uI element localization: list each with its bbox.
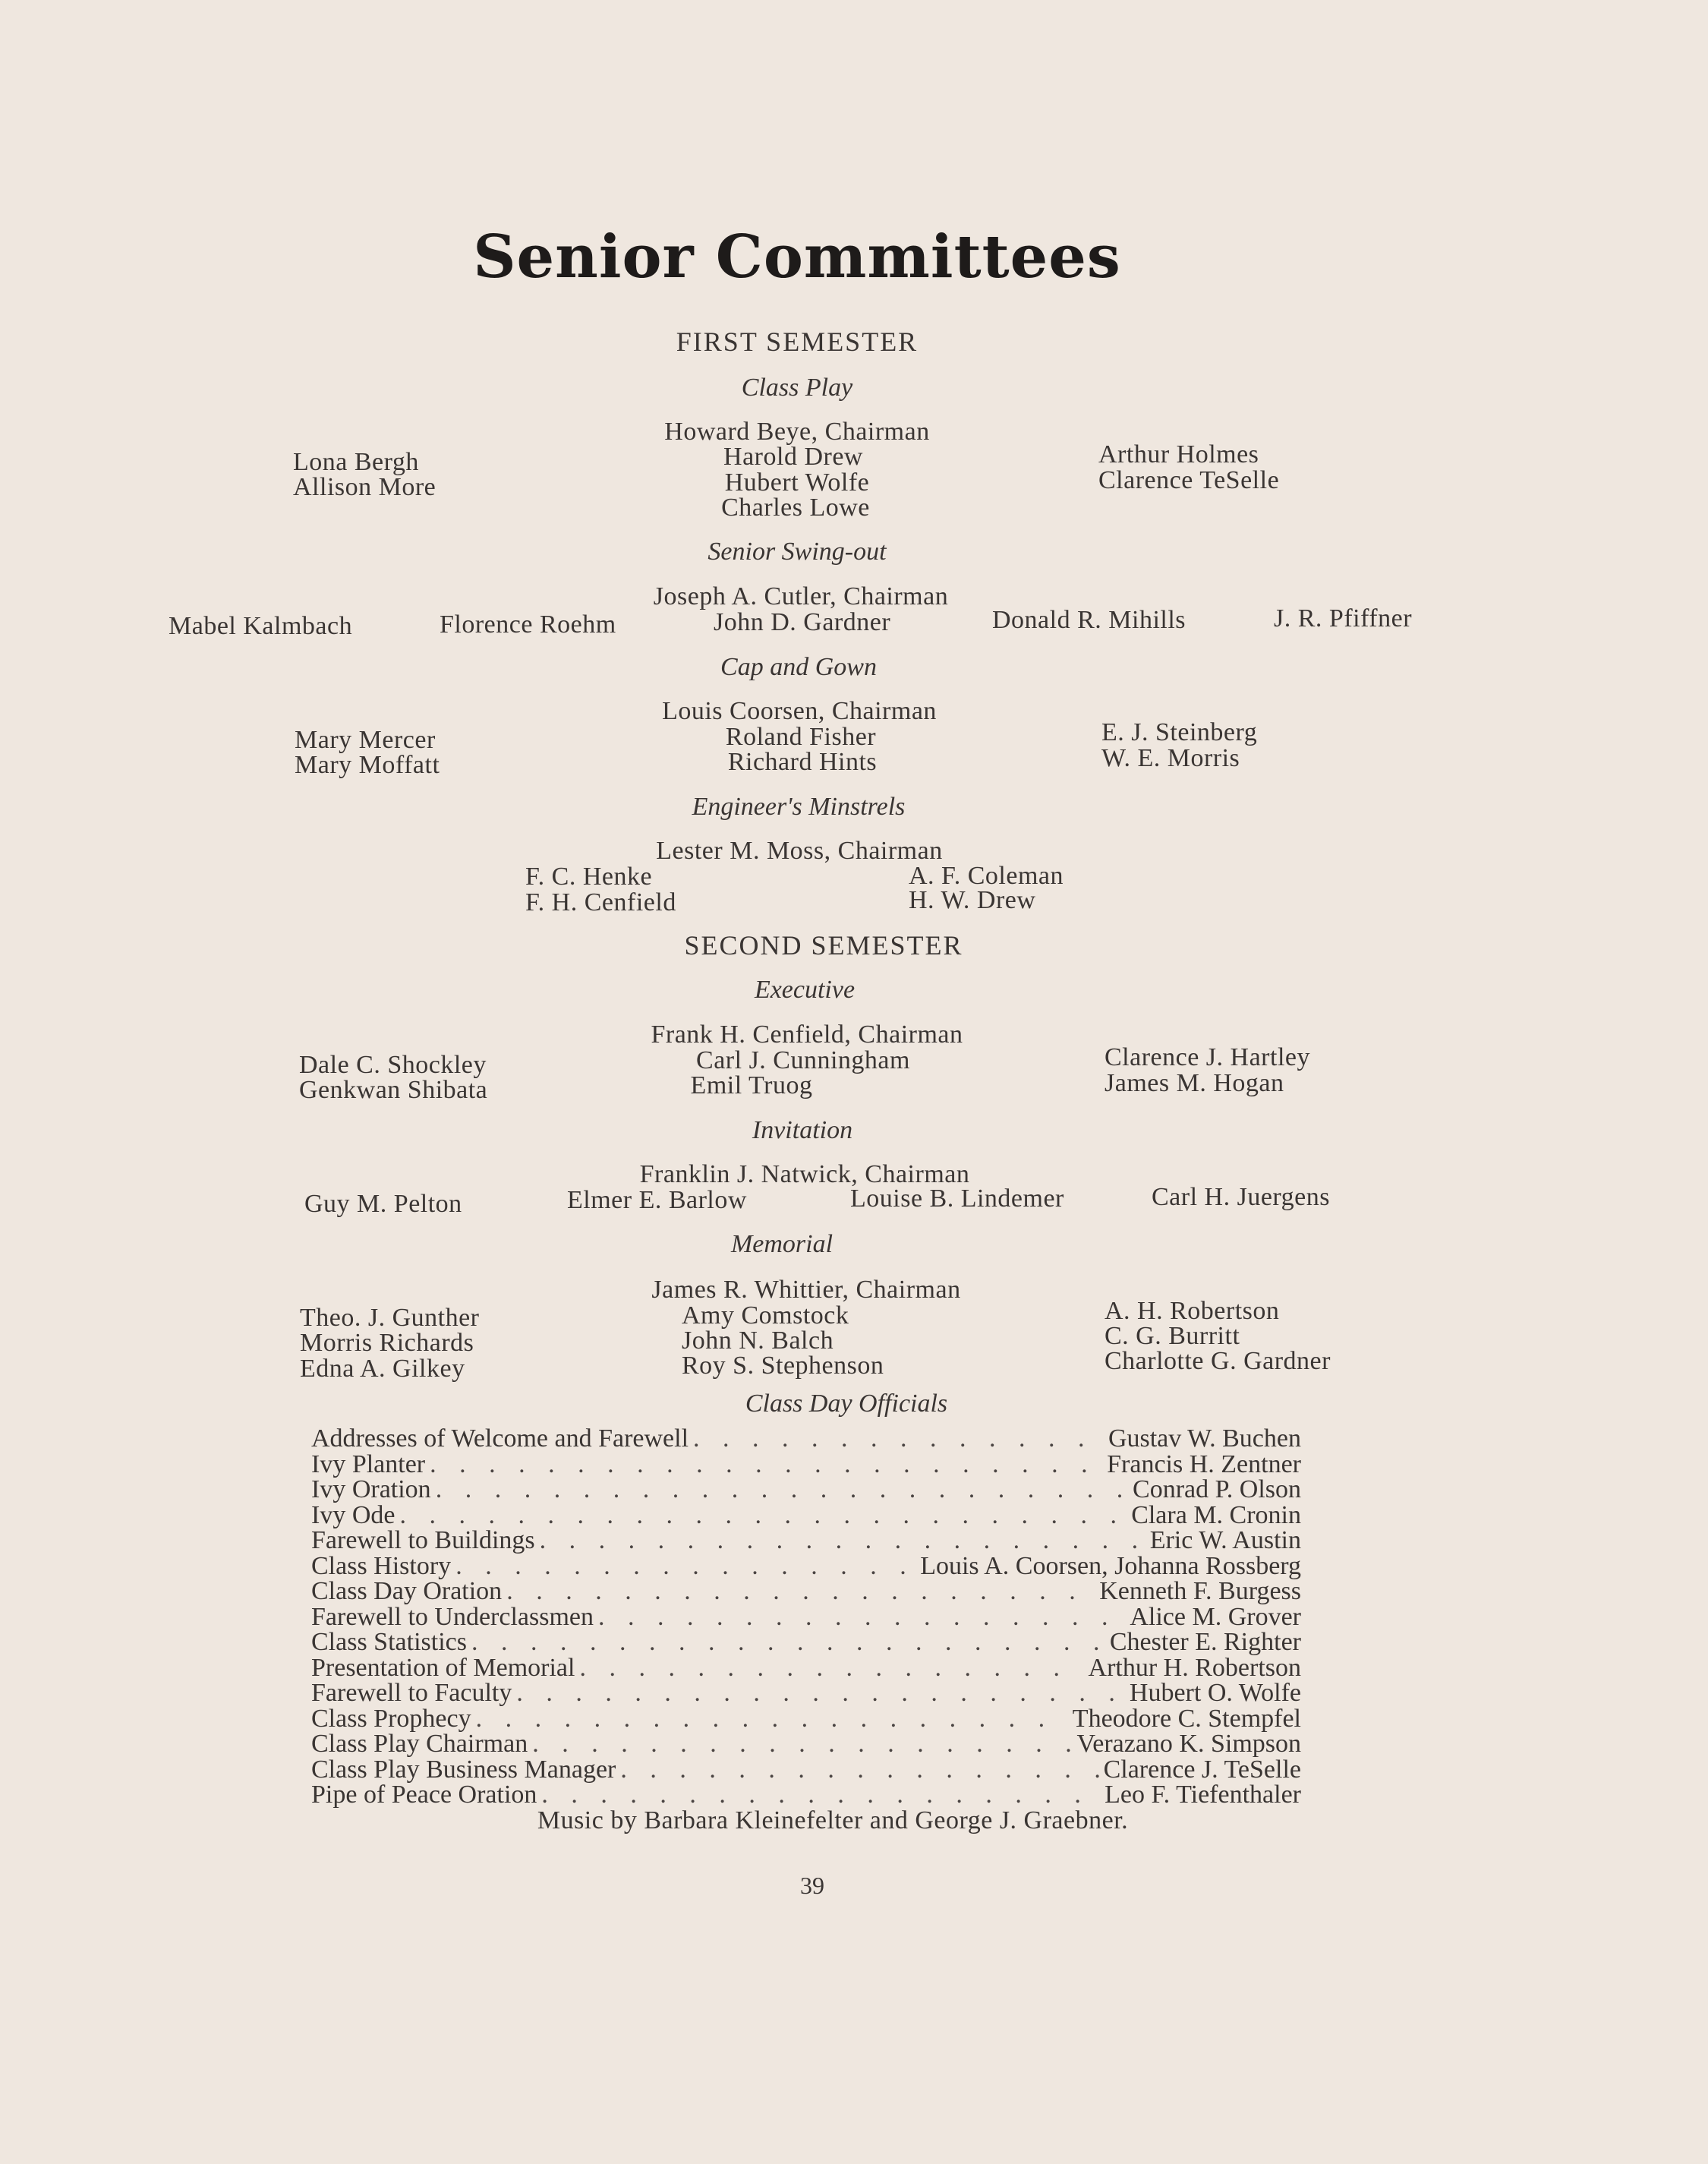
class-day-officials-list (311, 1426, 1301, 1808)
senior-swing-out-member: John D. Gardner (714, 608, 891, 636)
senior-swing-out-chairman: Joseph A. Cutler, Chairman (653, 582, 949, 610)
engineers-minstrels-member: F. H. Cenfield (525, 888, 676, 916)
memorial-member: Charlotte G. Gardner (1105, 1347, 1331, 1375)
official-row (311, 1629, 1301, 1655)
cap-and-gown-chairman: Louis Coorsen, Chairman (662, 697, 937, 725)
dot-leader (541, 1782, 1100, 1808)
dot-leader (620, 1757, 1098, 1783)
official-name: Clara M. Cronin (1131, 1500, 1301, 1529)
engineers-minstrels-heading: Engineer's Minstrels (692, 793, 906, 821)
senior-swing-out-member: J. R. Pfiffner (1274, 604, 1413, 632)
dot-leader (532, 1731, 1072, 1757)
official-role: Class Prophecy (311, 1704, 471, 1733)
official-role: Class Day Oration (311, 1577, 503, 1605)
cap-and-gown-member: Roland Fisher (725, 723, 877, 751)
class-play-member: Hubert Wolfe (724, 468, 870, 497)
official-role: Addresses of Welcome and Farewell (311, 1424, 689, 1453)
second-semester-heading: SECOND SEMESTER (684, 930, 963, 961)
dot-leader (540, 1528, 1145, 1554)
engineers-minstrels-member: H. W. Drew (909, 886, 1036, 914)
cap-and-gown-heading: Cap and Gown (720, 653, 877, 681)
dot-leader (399, 1503, 1127, 1528)
official-name: Hubert O. Wolfe (1129, 1679, 1301, 1707)
official-name: Verazano K. Simpson (1076, 1730, 1301, 1758)
executive-member: Emil Truog (690, 1071, 813, 1099)
official-row (311, 1757, 1301, 1783)
official-row (311, 1731, 1301, 1757)
official-name: Francis H. Zentner (1107, 1450, 1301, 1478)
dot-leader (455, 1554, 915, 1579)
senior-swing-out-member: Florence Roehm (440, 610, 616, 639)
official-role: Farewell to Buildings (311, 1526, 535, 1554)
official-row (311, 1680, 1301, 1706)
official-name: Eric W. Austin (1149, 1526, 1301, 1554)
official-row (311, 1551, 1301, 1580)
official-role: Pipe of Peace Oration (311, 1781, 537, 1809)
dot-leader (476, 1706, 1068, 1732)
invitation-heading: Invitation (752, 1116, 853, 1144)
class-play-member: Charles Lowe (721, 494, 870, 522)
official-row (311, 1452, 1301, 1478)
cap-and-gown-member: Richard Hints (727, 748, 878, 776)
official-role: Presentation of Memorial (311, 1653, 575, 1682)
dot-leader (579, 1655, 1083, 1681)
official-role: Ivy Ode (311, 1500, 395, 1529)
memorial-member: Amy Comstock (682, 1301, 849, 1330)
engineers-minstrels-chairman: Lester M. Moss, Chairman (656, 837, 943, 865)
dot-leader (598, 1604, 1125, 1630)
cap-and-gown-member: E. J. Steinberg (1101, 718, 1258, 746)
cap-and-gown-member: W. E. Morris (1101, 744, 1240, 772)
official-row (311, 1528, 1301, 1554)
executive-member: Genkwan Shibata (299, 1076, 488, 1104)
official-name: Kenneth F. Burgess (1099, 1577, 1301, 1605)
official-name: Clarence J. TeSelle (1103, 1755, 1301, 1784)
official-role: Class Play Chairman (311, 1730, 528, 1758)
official-role: Class Statistics (311, 1628, 467, 1656)
official-role: Ivy Oration (311, 1475, 431, 1503)
invitation-member: Elmer E. Barlow (567, 1186, 747, 1214)
official-name: Gustav W. Buchen (1108, 1424, 1301, 1453)
dot-leader (516, 1680, 1125, 1706)
memorial-member: Theo. J. Gunther (300, 1304, 480, 1332)
official-role: Farewell to Underclassmen (311, 1602, 594, 1631)
executive-chairman: Frank H. Cenfield, Chairman (651, 1020, 963, 1049)
class-play-chairman: Howard Beye, Chairman (664, 418, 930, 446)
memorial-member: John N. Balch (682, 1326, 834, 1355)
dot-leader (436, 1477, 1128, 1503)
official-name: Arthur H. Robertson (1088, 1653, 1301, 1682)
page-number: 39 (800, 1872, 824, 1899)
engineers-minstrels-member: F. C. Henke (525, 863, 653, 891)
senior-swing-out-member: Mabel Kalmbach (169, 612, 353, 640)
official-role: Class History (311, 1551, 452, 1580)
official-row (311, 1782, 1301, 1808)
official-name: Theodore C. Stempfel (1072, 1704, 1301, 1733)
invitation-member: Louise B. Lindemer (850, 1185, 1064, 1213)
memorial-member: Morris Richards (300, 1329, 474, 1357)
official-row (311, 1706, 1301, 1732)
executive-member: Dale C. Shockley (299, 1051, 487, 1079)
senior-swing-out-heading: Senior Swing-out (707, 538, 887, 566)
memorial-member: Roy S. Stephenson (682, 1352, 884, 1380)
official-role: Class Play Business Manager (311, 1755, 616, 1784)
official-row (311, 1477, 1301, 1503)
invitation-member: Carl H. Juergens (1152, 1183, 1330, 1211)
executive-member: Carl J. Cunningham (696, 1046, 910, 1074)
invitation-chairman: Franklin J. Natwick, Chairman (639, 1160, 970, 1188)
memorial-member: C. G. Burritt (1105, 1322, 1240, 1350)
invitation-member: Guy M. Pelton (304, 1190, 462, 1218)
music-credit: Music by Barbara Kleinefelter and George J. Graebner. (537, 1806, 1129, 1834)
official-row (311, 1500, 1301, 1529)
memorial-member: A. H. Robertson (1105, 1297, 1280, 1325)
executive-member: James M. Hogan (1105, 1069, 1284, 1097)
memorial-heading: Memorial (730, 1230, 834, 1258)
class-play-member: Arthur Holmes (1098, 440, 1259, 468)
official-role: Ivy Planter (311, 1450, 426, 1478)
class-play-member: Clarence TeSelle (1098, 466, 1280, 494)
dot-leader (430, 1452, 1102, 1478)
class-play-member: Allison More (293, 473, 436, 501)
memorial-chairman: James R. Whittier, Chairman (651, 1276, 961, 1304)
class-play-member: Harold Drew (723, 443, 863, 471)
cap-and-gown-member: Mary Moffatt (295, 751, 440, 779)
senior-swing-out-member: Donald R. Mihills (992, 606, 1186, 634)
page-title: Senior Committees (473, 222, 1121, 292)
class-play-member: Lona Bergh (293, 448, 419, 476)
official-role: Farewell to Faculty (311, 1679, 512, 1707)
memorial-member: Edna A. Gilkey (300, 1355, 465, 1383)
engineers-minstrels-member: A. F. Coleman (909, 862, 1064, 890)
first-semester-heading: FIRST SEMESTER (676, 326, 919, 357)
class-day-officials-heading: Class Day Officials (745, 1390, 948, 1418)
official-row (311, 1426, 1301, 1452)
official-name: Louis A. Coorsen, Johanna Rossberg (920, 1551, 1301, 1580)
official-name: Leo F. Tiefenthaler (1105, 1781, 1301, 1809)
dot-leader (506, 1579, 1095, 1604)
dot-leader (693, 1426, 1104, 1452)
official-row (311, 1604, 1301, 1630)
cap-and-gown-member: Mary Mercer (295, 726, 436, 754)
dot-leader (471, 1629, 1105, 1655)
class-play-heading: Class Play (741, 374, 853, 402)
executive-member: Clarence J. Hartley (1105, 1043, 1310, 1071)
official-row (311, 1655, 1301, 1681)
official-name: Chester E. Righter (1109, 1628, 1301, 1656)
official-row (311, 1579, 1301, 1604)
official-name: Alice M. Grover (1130, 1602, 1301, 1631)
executive-heading: Executive (754, 976, 856, 1004)
official-name: Conrad P. Olson (1133, 1475, 1301, 1503)
